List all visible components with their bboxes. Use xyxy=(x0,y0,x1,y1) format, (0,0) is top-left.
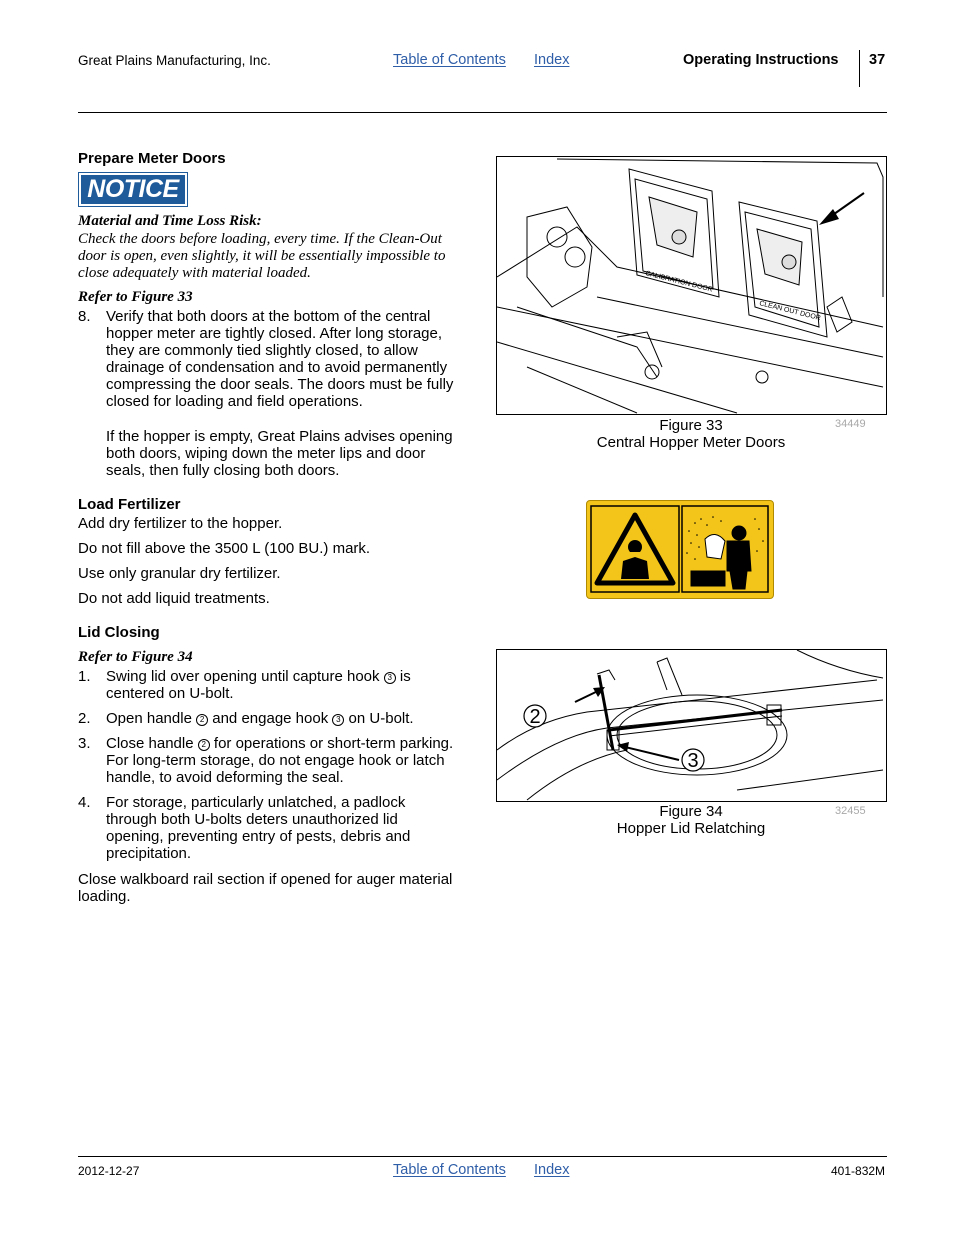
risk-line-2: door is open, even slightly, it will be essentially impossible to xyxy=(78,248,446,264)
lid-step-3-text: for operations or short-term parking. xyxy=(213,735,454,752)
warning-decal-graphic xyxy=(587,501,773,598)
risk-line-1: Check the doors before loading, every time. If the Clean-Out xyxy=(78,231,442,247)
step-8-line: Verify that both doors at the bottom of the central xyxy=(106,308,431,325)
lid-step-3-number: 3. xyxy=(78,735,91,752)
footer-date: 2012-12-27 xyxy=(78,1164,140,1178)
figure-33-id: 34449 xyxy=(835,418,866,430)
index-link-header[interactable]: Index xyxy=(534,52,570,68)
callout-2-symbol: 2 xyxy=(198,739,210,751)
refer-figure-34: Refer to Figure 34 xyxy=(78,649,193,665)
step-8-line: hopper meter are tightly closed. After long storage, xyxy=(106,325,443,342)
figure-33-caption xyxy=(560,417,822,451)
risk-title: Material and Time Loss Risk: xyxy=(78,213,262,229)
refer-figure-33: Refer to Figure 33 xyxy=(78,289,193,305)
hopper-lid-drawing xyxy=(497,650,886,801)
footer-doc-number: 401-832M xyxy=(831,1164,886,1178)
load-line-1: Add dry fertilizer to the hopper. xyxy=(78,515,283,532)
figure-33-number: Figure 33 xyxy=(659,417,723,434)
empty-line: both doors, wiping down the meter lips and door xyxy=(106,445,426,462)
index-link-footer[interactable]: Index xyxy=(534,1162,570,1178)
lid-step-4-text: through both U-bolts deters unauthorized lid xyxy=(106,811,398,828)
lid-step-1-text: centered on U-bolt. xyxy=(106,685,234,702)
figure-34-title: Hopper Lid Relatching xyxy=(616,820,766,837)
figure-33-title: Central Hopper Meter Doors xyxy=(596,434,786,451)
figure-34-callout-3: 3 xyxy=(687,750,699,772)
hopper-meter-doors-drawing xyxy=(497,157,886,414)
close-walkboard-line-1: Close walkboard rail section if opened for auger material xyxy=(78,871,453,888)
step-8-line: compressing the door seals. The doors must be fully xyxy=(106,376,454,393)
risk-line-3: close adequately with material loaded. xyxy=(78,265,311,281)
callout-2-symbol: 2 xyxy=(196,714,208,726)
lid-step-4-text: precipitation. xyxy=(106,845,192,862)
figure-34-id: 32455 xyxy=(835,805,866,817)
step-8-line: drainage of condensation and to avoid permanently xyxy=(106,359,448,376)
lid-step-2-text: on U-bolt. xyxy=(348,710,414,727)
lid-step-4-text: For storage, particularly unlatched, a padlock xyxy=(106,794,406,811)
lid-step-4-number: 4. xyxy=(78,794,91,811)
clean-out-door-label: CLEAN OUT DOOR xyxy=(758,300,822,323)
calibration-door-label: CALIBRATION DOOR xyxy=(644,270,714,294)
figure-34-caption xyxy=(560,803,822,837)
lid-step-1-text: Swing lid over opening until capture hook xyxy=(106,668,380,685)
figure-33-illustration xyxy=(496,156,887,415)
notice-box xyxy=(78,172,188,207)
empty-line: If the hopper is empty, Great Plains advises opening xyxy=(106,428,453,445)
lid-step-3-text: handle, to avoid deforming the seal. xyxy=(106,769,344,786)
toc-link-header[interactable]: Table of Contents xyxy=(393,52,506,68)
step-8-line: closed for loading and field operations. xyxy=(106,393,363,410)
load-line-2: Do not fill above the 3500 L (100 BU.) mark. xyxy=(78,540,371,557)
step-8-line: they are commonly tied slightly closed, to allow xyxy=(106,342,418,359)
lid-step-3-text: For long-term storage, do not engage hook or latch xyxy=(106,752,445,769)
toc-link-footer[interactable]: Table of Contents xyxy=(393,1162,506,1178)
lid-step-1-number: 1. xyxy=(78,668,91,685)
figure-34-callout-2: 2 xyxy=(529,706,541,728)
lid-step-2-number: 2. xyxy=(78,710,91,727)
callout-3-symbol: 3 xyxy=(332,714,344,726)
lid-step-1-text: is xyxy=(399,668,411,685)
step-8-number: 8. xyxy=(78,308,91,325)
lid-heading: Lid Closing xyxy=(78,624,160,641)
footer-rule xyxy=(78,1156,887,1157)
notice-label: NOTICE xyxy=(81,175,185,204)
load-line-4: Do not add liquid treatments. xyxy=(78,590,270,607)
prepare-heading: Prepare Meter Doors xyxy=(78,150,226,167)
empty-line: seals, then fully closing both doors. xyxy=(106,462,340,479)
lid-step-2-text: and engage hook xyxy=(212,710,329,727)
figure-34-number: Figure 34 xyxy=(659,803,723,820)
load-heading: Load Fertilizer xyxy=(78,496,181,513)
page-number: 37 xyxy=(869,52,886,68)
figure-34-illustration xyxy=(496,649,887,802)
callout-3-symbol: 3 xyxy=(384,672,396,684)
lid-step-2-text: Open handle xyxy=(106,710,192,727)
section-title: Operating Instructions xyxy=(683,52,839,68)
header-rule xyxy=(78,112,887,113)
warning-decal xyxy=(586,500,774,599)
company-name: Great Plains Manufacturing, Inc. xyxy=(78,53,271,68)
header-divider xyxy=(859,50,860,87)
close-walkboard-line-2: loading. xyxy=(78,888,131,905)
lid-step-3-text: Close handle xyxy=(106,735,194,752)
load-line-3: Use only granular dry fertilizer. xyxy=(78,565,281,582)
lid-step-4-text: opening, preventing entry of pests, debris and xyxy=(106,828,411,845)
